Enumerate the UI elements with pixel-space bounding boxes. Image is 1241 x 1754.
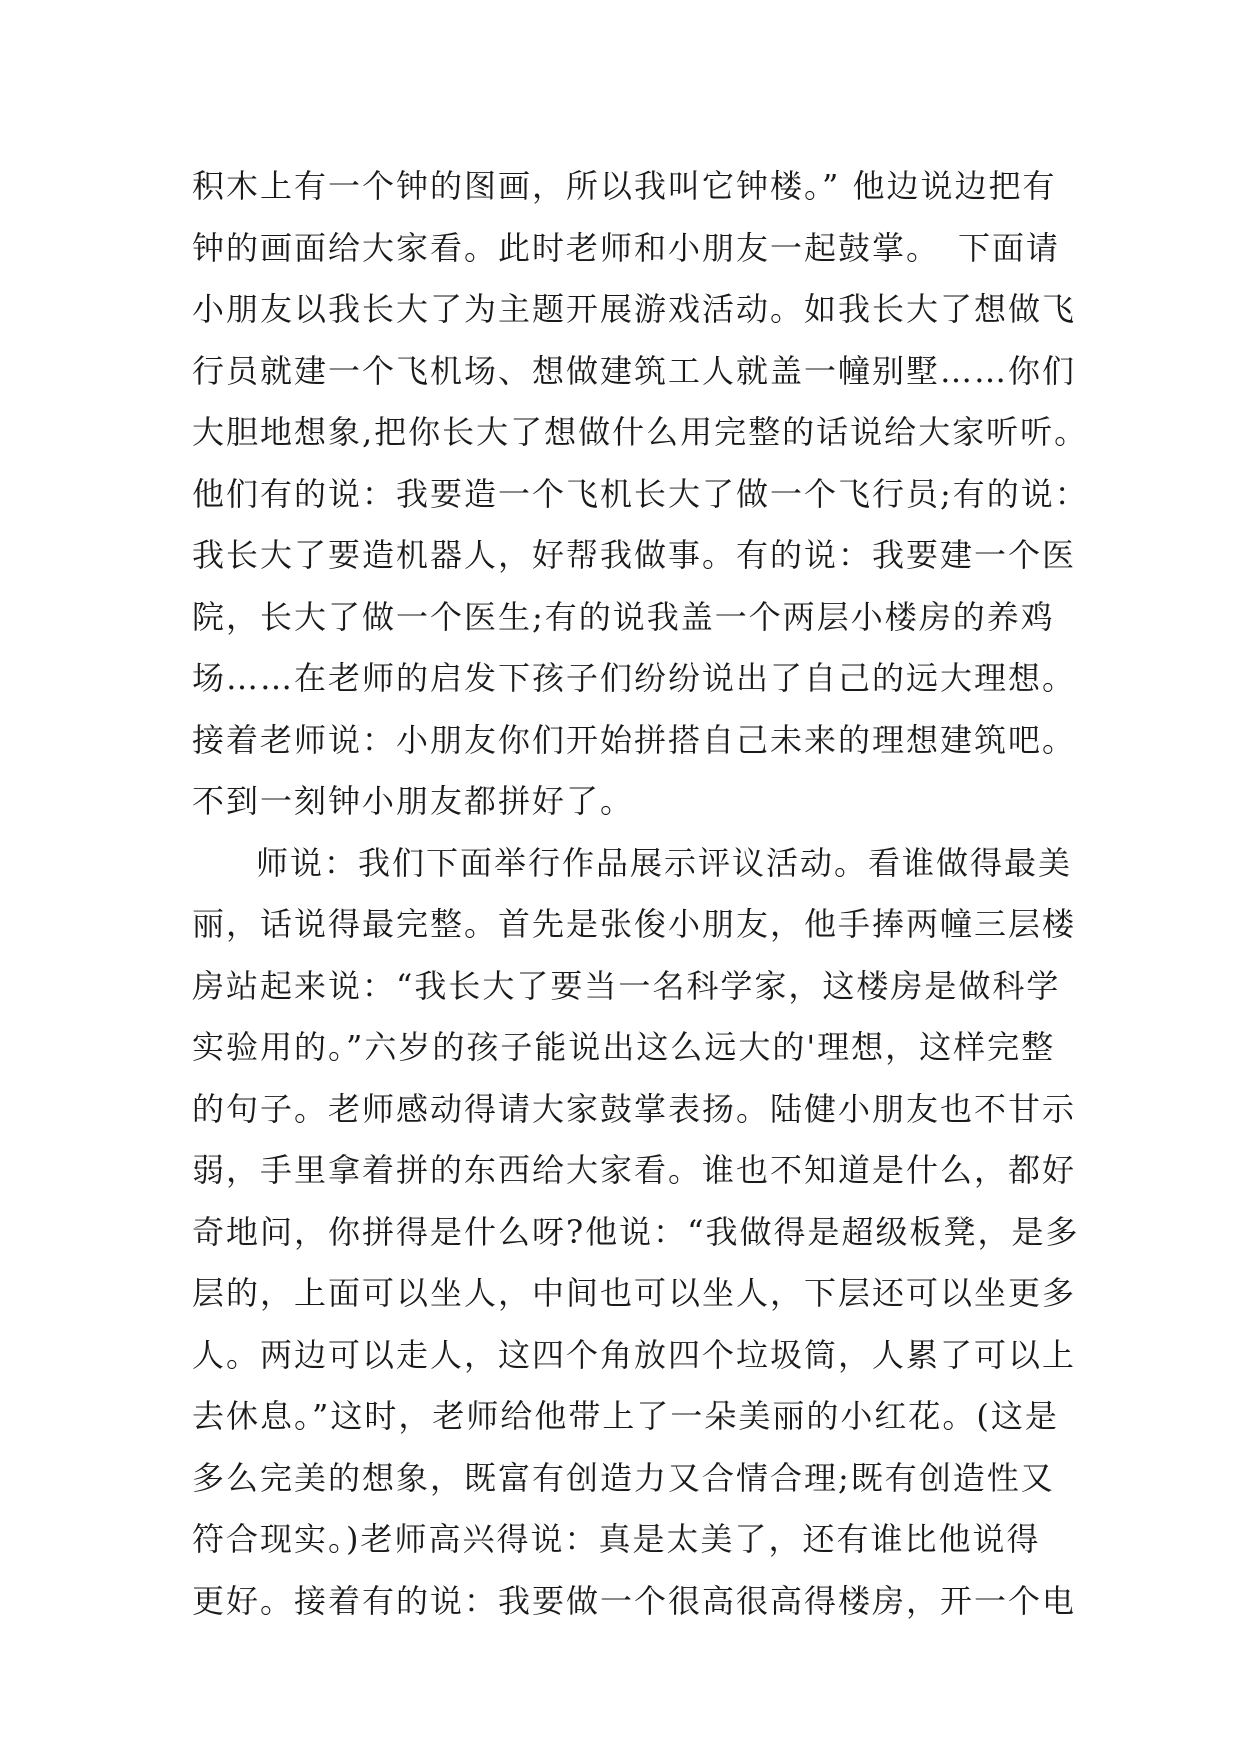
- text-line: 去休息。”这时，老师给他带上了一朵美丽的小红花。(这是: [192, 1397, 1059, 1435]
- text-line: 多么完美的想象，既富有创造力又合情合理;既有创造性又: [192, 1458, 1055, 1497]
- text-line: 人。两边可以走人，这四个角放四个垃圾筒，人累了可以上: [192, 1335, 1077, 1374]
- text-line: 丽，话说得最完整。首先是张俊小朋友，他手捧两幢三层楼: [192, 905, 1077, 943]
- text-line: 场……在老师的启发下孩子们纷纷说出了自己的远大理想。: [192, 659, 1077, 697]
- text-line: 行员就建一个飞机场、想做建筑工人就盖一幢别墅……你们: [192, 351, 1077, 390]
- text-line: 符合现实。)老师高兴得说：真是太美了，还有谁比他说得: [192, 1520, 1041, 1558]
- paragraph-start-line: 师说：我们下面举行作品展示评议活动。看谁做得最美: [256, 843, 1073, 882]
- text-line: 我长大了要造机器人，好帮我做事。有的说：我要建一个医: [192, 536, 1077, 574]
- text-line: 接着老师说：小朋友你们开始拼搭自己未来的理想建筑吧。: [192, 720, 1077, 759]
- text-line: 房站起来说：“我长大了要当一名科学家，这楼房是做科学: [192, 966, 1061, 1005]
- text-line: 弱，手里拿着拼的东西给大家看。谁也不知道是什么，都好: [192, 1151, 1077, 1189]
- document-body: [192, 156, 1089, 1632]
- text-line: 层的，上面可以坐人，中间也可以坐人，下层还可以坐更多: [192, 1274, 1077, 1312]
- text-line: 积木上有一个钟的图画，所以我叫它钟楼。” 他边说边把有: [192, 167, 1057, 205]
- text-line: 奇地问，你拼得是什么呀?他说：“我做得是超级板凳，是多: [192, 1212, 1080, 1251]
- text-line: 院，长大了做一个医生;有的说我盖一个两层小楼房的养鸡: [192, 597, 1055, 636]
- text-line: 不到一刻钟小朋友都拼好了。: [192, 782, 635, 820]
- text-line: 大胆地想象,把你长大了想做什么用完整的话说给大家听听。: [192, 413, 1089, 451]
- text-line: 实验用的。”六岁的孩子能说出这么远大的'理想，这样完整: [192, 1028, 1056, 1066]
- text-line: 他们有的说：我要造一个飞机长大了做一个飞行员;有的说：: [192, 474, 1089, 513]
- text-line: 的句子。老师感动得请大家鼓掌表扬。陆健小朋友也不甘示: [192, 1089, 1077, 1128]
- text-line: 小朋友以我长大了为主题开展游戏活动。如我长大了想做飞: [192, 290, 1077, 328]
- text-line: 更好。接着有的说：我要做一个很高很高得楼房，开一个电: [192, 1581, 1077, 1620]
- text-line: 钟的画面给大家看。此时老师和小朋友一起鼓掌。 下面请: [192, 228, 1061, 267]
